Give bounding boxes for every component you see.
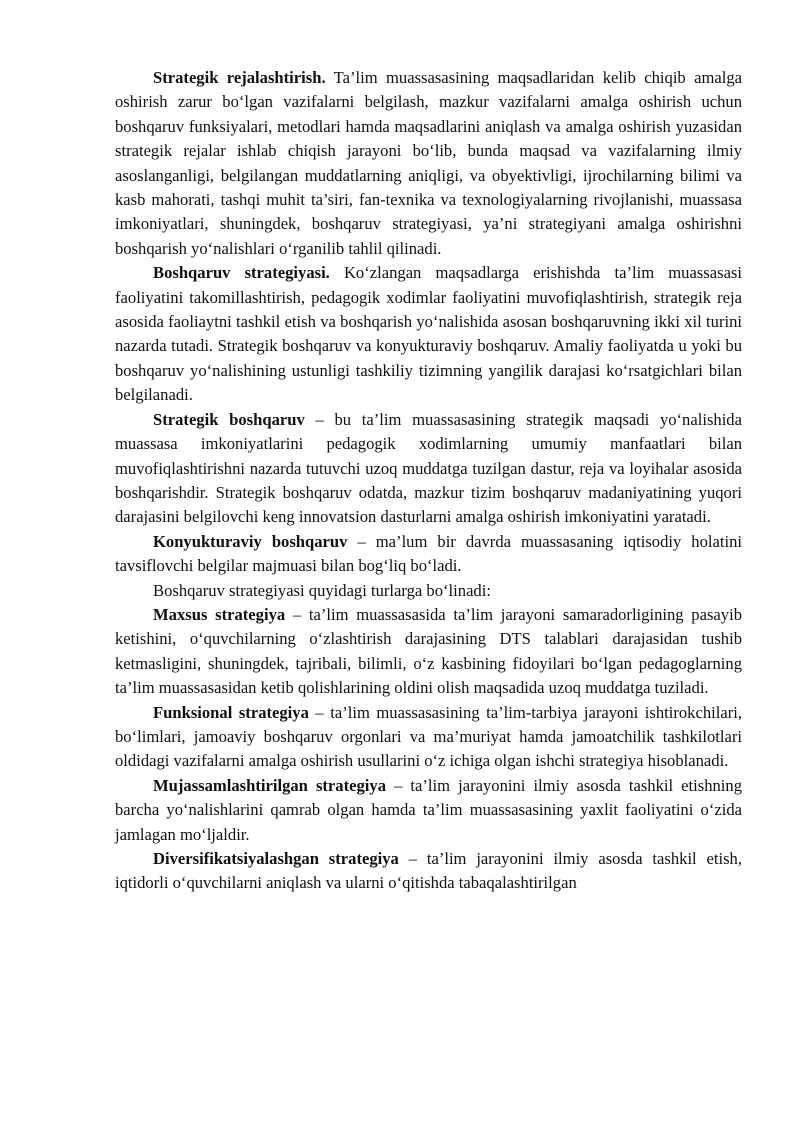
paragraph-text: – ta’lim muassasasining ta’lim-tarbiya jarayoni ishtirokchilari, bo‘limlari, jamoaviy boshqaruv orgonlari va ma’muriyat hamda jamoatchilik tashkilotlari oldidagi vazifalarni amalga oshirish usullarini o‘z ichiga olgan ishchi strategiya hisoblanadi. bbox=[115, 702, 743, 771]
paragraph-text: – ta’lim muassasasida ta’lim jarayoni samaradorligining pasayib ketishini, o‘quvchilarning o‘zlashtirish darajasining DTS talablari darajasidan tushib ketmasligini, shuningdek, tajribali, bilimli, o‘z kasbining fidoyilari bo‘lgan pedagoglarning ta’lim muassasasidan ketib qolishlarining oldini olish maqsadida uzoq muddatga tuziladi. bbox=[115, 604, 742, 698]
paragraph-text: – bu ta’lim muassasasining strategik maqsadi yo‘nalishida muassasa imkoniyatlarini pedagogik xodimlarning umumiy manfaatlari bilan muvofiqlashtirishni nazarda tutuvchi uzoq muddatga tuzilgan dastur, reja va loyihalar asosida boshqarishdir. Strategik boshqaruv odatda, mazkur tizim boshqaruv madaniyatining yuqori darajasini belgilovchi keng innovatsion dasturlarni amalga oshirish imkoniyatini yaratadi. bbox=[115, 409, 742, 527]
document-page bbox=[115, 66, 742, 896]
term-boshqaruv-strategiyasi: Boshqaruv strategiyasi. bbox=[153, 263, 330, 283]
term-strategik-boshqaruv: Strategik boshqaruv bbox=[153, 409, 305, 429]
term-diversifikatsiyalashgan-strategiya: Diversifikatsiyalashgan strategiya bbox=[153, 849, 399, 868]
paragraph-konyukturaviy-boshqaruv bbox=[115, 530, 742, 579]
term-strategik-rejalashtirish: Strategik rejalashtirish. bbox=[153, 68, 326, 87]
paragraph-text: – ta’lim jarayonini ilmiy asosda tashkil etishning barcha yo‘nalishlarini qamrab olgan hamda ta’lim muassasasining yaxlit faoliyatini o‘zida jamlagan mo‘ljaldir. bbox=[115, 775, 743, 844]
paragraph-strategik-boshqaruv bbox=[115, 408, 742, 530]
paragraph-strategik-rejalashtirish bbox=[115, 66, 742, 261]
paragraph-text: Ko‘zlangan maqsadlarga erishishda ta’lim muassasasi faoliyatini takomillashtirish, pedagogik xodimlar faoliyatini muvofiqlashtirish, strategik reja asosida faoliaytni tashkil etish va boshqarish yo‘nalishida asosan boshqaruvning ikki xil turini nazarda tutadi. Strategik boshqaruv va konyukturaviy boshqaruv. Amaliy faoliyatda u yoki bu boshqaruv yo‘nalishining ustunligi tashkiliy tizimning yangilik darajasi ko‘rsatgichlari bilan belgilanadi. bbox=[115, 263, 742, 405]
paragraph-boshqaruv-strategiyasi bbox=[115, 261, 742, 407]
term-mujassamlashtirilgan-strategiya: Mujassamlashtirilgan strategiya bbox=[153, 775, 386, 795]
term-funksional-strategiya: Funksional strategiya bbox=[153, 702, 309, 722]
paragraph-funksional-strategiya bbox=[115, 701, 742, 774]
paragraph-text: – ma’lum bir davrda muassasaning iqtisodiy holatini tavsiflovchi belgilar majmuasi bilan bog‘liq bo‘ladi. bbox=[115, 531, 742, 576]
paragraph-diversifikatsiyalashgan-strategiya bbox=[115, 847, 742, 896]
paragraph-text: Ta’lim muassasasining maqsadlaridan kelib chiqib amalga oshirish zarur bo‘lgan vazifalarni belgilash, mazkur vazifalarni amalga oshirish uchun boshqaruv funksiyalari, metodlari hamda maqsadlarini aniqlash va amalga oshirish yuzasidan strategik rejalar ishlab chiqish jarayoni bo‘lib, bunda maqsad va vazifalarning ilmiy asoslanganligi, belgilangan muddatlarning aniqligi, va obyektivligi, ijrochilarning bilimi va kasb mahorati, tashqi muhit ta’siri, fan-texnika va texnologiyalarning rivojlanishi, muassasa imkoniyatlari, shuningdek, boshqaruv strategiyasi, ya’ni strategiyani amalga oshirishni boshqarish yo‘nalishlari o‘rganilib tahlil qilinadi. bbox=[115, 68, 742, 258]
paragraph-text: Boshqaruv strategiyasi quyidagi turlarga bo‘linadi: bbox=[153, 580, 491, 600]
term-konyukturaviy-boshqaruv: Konyukturaviy boshqaruv bbox=[153, 531, 348, 551]
paragraph-maxsus-strategiya bbox=[115, 603, 742, 701]
paragraph-mujassamlashtirilgan-strategiya bbox=[115, 774, 742, 847]
term-maxsus-strategiya: Maxsus strategiya bbox=[153, 604, 286, 624]
paragraph-text: – ta’lim jarayonini ilmiy asosda tashkil etish, iqtidorli o‘quvchilarni aniqlash va ularni o‘qitishda tabaqalashtirilgan bbox=[115, 849, 743, 893]
paragraph-strategy-types-intro bbox=[115, 579, 742, 603]
